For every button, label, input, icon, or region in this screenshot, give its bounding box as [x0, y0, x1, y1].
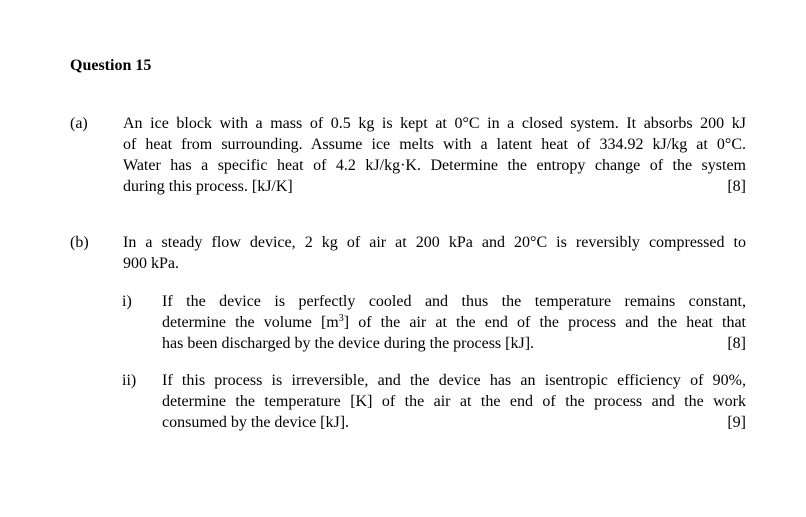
part-a-line-4	[123, 176, 746, 197]
sub-ii-line-1: If this process is irreversible, and the device has an isentropic efficiency of 90%,	[162, 372, 746, 389]
part-a-line-4-text: during this process. [kJ/K]	[123, 178, 293, 195]
part-a-line-2: of heat from surrounding. Assume ice melts with a latent heat of 334.92 kJ/kg at 0°C.	[123, 136, 746, 153]
sub-i-body	[162, 291, 746, 354]
sub-i-line-2-pre: determine the volume [m	[162, 314, 339, 331]
part-a-body	[123, 113, 746, 197]
sub-i-line-2-post: ] of the air at the end of the process and the heat that	[343, 314, 747, 331]
sub-ii-line-3-text: consumed by the device [kJ].	[162, 414, 350, 431]
part-b-line-1: In a steady flow device, 2 kg of air at 200 kPa and 20°C is reversibly compressed to	[123, 234, 746, 251]
part-b-label: (b)	[70, 234, 89, 251]
sub-ii-label: ii)	[122, 372, 137, 389]
sub-i-line-3-text: has been discharged by the device during the process [kJ].	[162, 335, 535, 352]
sub-ii-body	[162, 370, 746, 433]
sub-i-label: i)	[122, 293, 132, 310]
sub-i-line-2-sup: 3	[338, 313, 344, 324]
sub-ii-marks: [9]	[727, 414, 746, 431]
part-a-line-1: An ice block with a mass of 0.5 kg is kept at 0°C in a closed system. It absorbs 200 kJ	[123, 115, 746, 132]
question-title: Question 15	[70, 57, 152, 74]
part-b-body	[123, 232, 746, 274]
sub-ii-line-3	[162, 412, 746, 433]
sub-i-line-2	[162, 312, 746, 333]
part-a-line-3: Water has a specific heat of 4.2 kJ/kg·K. Determine the entropy change of the system	[123, 157, 746, 174]
sub-i-marks: [8]	[727, 335, 746, 352]
sub-i-line-3	[162, 333, 746, 354]
part-a-label: (a)	[70, 115, 88, 132]
part-a-marks: [8]	[727, 178, 746, 195]
sub-i-line-1: If the device is perfectly cooled and thus the temperature remains constant,	[162, 293, 746, 310]
part-b-line-2: 900 kPa.	[123, 255, 179, 272]
sub-ii-line-2: determine the temperature [K] of the air at the end of the process and the work	[162, 393, 746, 410]
